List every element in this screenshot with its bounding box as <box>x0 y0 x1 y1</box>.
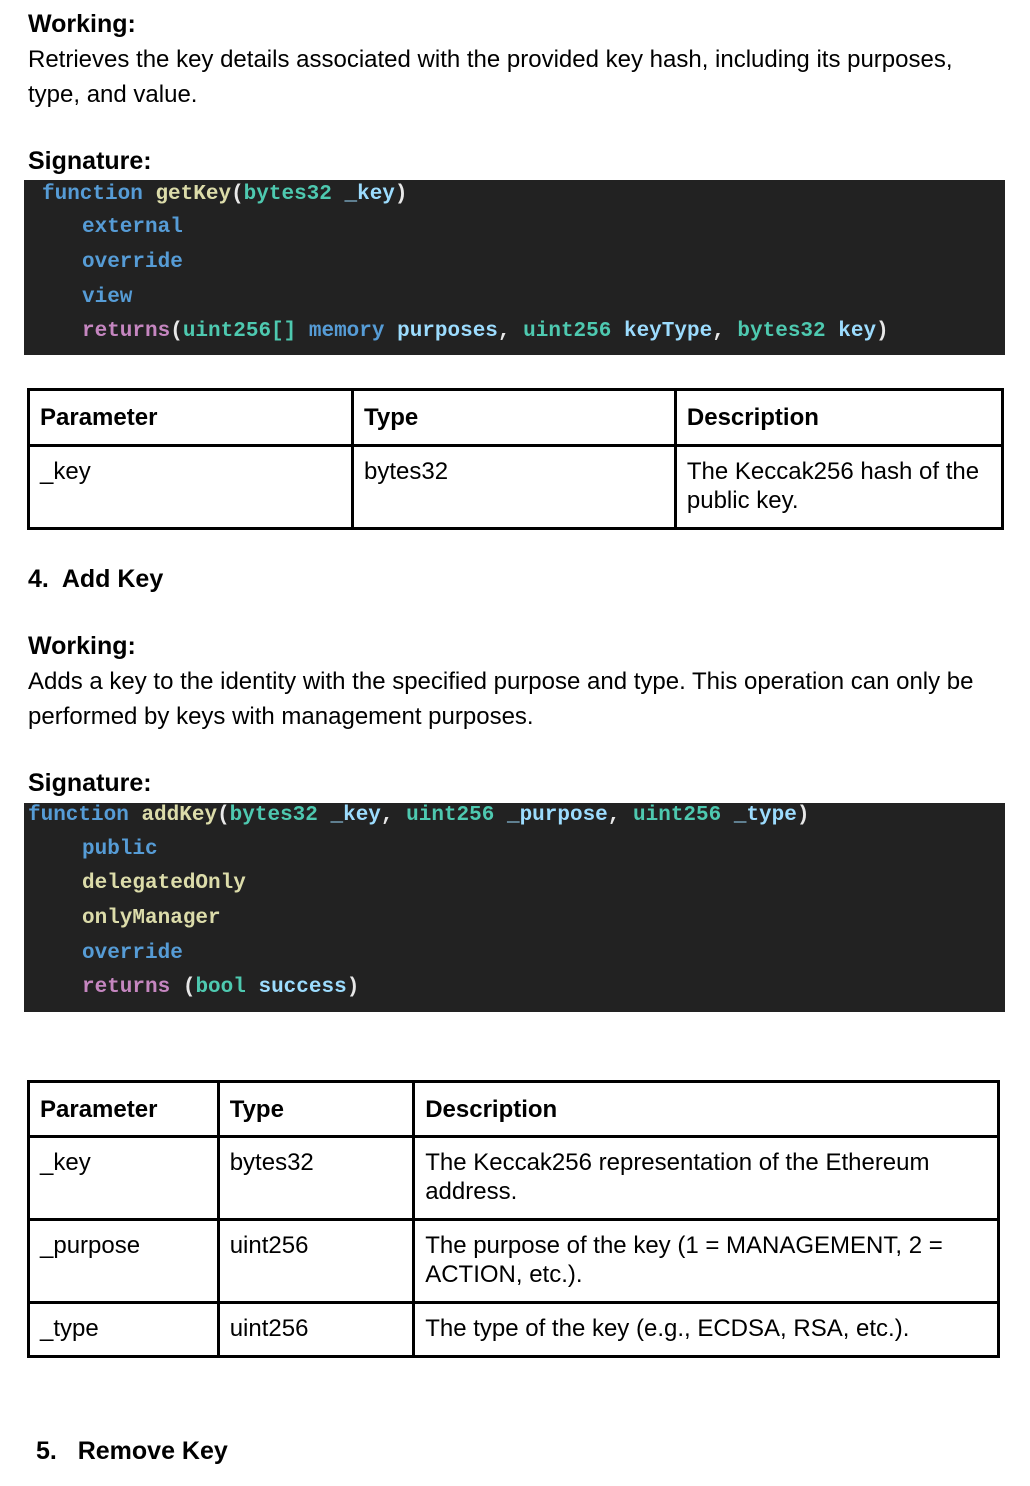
code-line: returns (bool success) <box>82 976 360 999</box>
working-heading: Working: <box>28 632 136 660</box>
code-line: delegatedOnly <box>82 872 246 895</box>
params-table-getkey <box>27 388 1004 530</box>
code-line: returns(uint256[] memory purposes, uint256 keyType, bytes32 key) <box>82 320 889 343</box>
params-table-addkey <box>27 1080 1000 1358</box>
working-text: Retrieves the key details associated with the provided key hash, including its purposes, type, and value. <box>28 46 953 108</box>
signature-heading: Signature: <box>28 147 152 175</box>
table-row <box>29 1137 999 1220</box>
table-row <box>29 1303 999 1357</box>
table-header: Parameter <box>29 390 353 446</box>
code-line: view <box>82 286 133 309</box>
code-line: function getKey(bytes32 _key) <box>42 183 408 206</box>
code-line: override <box>82 942 183 965</box>
table-cell: The Keccak256 representation of the Ethereum address. <box>414 1137 999 1220</box>
code-line: function addKey(bytes32 _key, uint256 _purpose, uint256 _type) <box>28 804 810 827</box>
code-block-getkey <box>24 180 1005 355</box>
code-line: public <box>82 838 158 861</box>
table-cell: _type <box>29 1303 219 1357</box>
table-cell: The Keccak256 hash of the public key. <box>675 446 1002 529</box>
table-cell: _key <box>29 1137 219 1220</box>
code-line: external <box>82 216 183 239</box>
code-block-addkey <box>24 803 1005 1012</box>
table-header: Type <box>218 1082 413 1137</box>
table-header: Description <box>675 390 1002 446</box>
working-heading: Working: <box>28 10 136 38</box>
table-cell: The purpose of the key (1 = MANAGEMENT, 2 = ACTION, etc.). <box>414 1220 999 1303</box>
signature-heading: Signature: <box>28 769 152 797</box>
table-header: Type <box>353 390 676 446</box>
table-cell: _purpose <box>29 1220 219 1303</box>
code-line: override <box>82 251 183 274</box>
table-cell: The type of the key (e.g., ECDSA, RSA, etc.). <box>414 1303 999 1357</box>
table-row <box>29 1220 999 1303</box>
section-title: 4. Add Key <box>28 565 164 593</box>
code-line: onlyManager <box>82 907 221 930</box>
table-cell: _key <box>29 446 353 529</box>
table-cell: bytes32 <box>218 1137 413 1220</box>
table-cell: uint256 <box>218 1220 413 1303</box>
table-header: Parameter <box>29 1082 219 1137</box>
table-cell: uint256 <box>218 1303 413 1357</box>
section-title: 5. Remove Key <box>36 1437 228 1465</box>
table-cell: bytes32 <box>353 446 676 529</box>
table-header: Description <box>414 1082 999 1137</box>
table-row <box>29 446 1003 529</box>
working-text: Adds a key to the identity with the specified purpose and type. This operation can only be performed by keys with management purposes. <box>28 668 974 730</box>
